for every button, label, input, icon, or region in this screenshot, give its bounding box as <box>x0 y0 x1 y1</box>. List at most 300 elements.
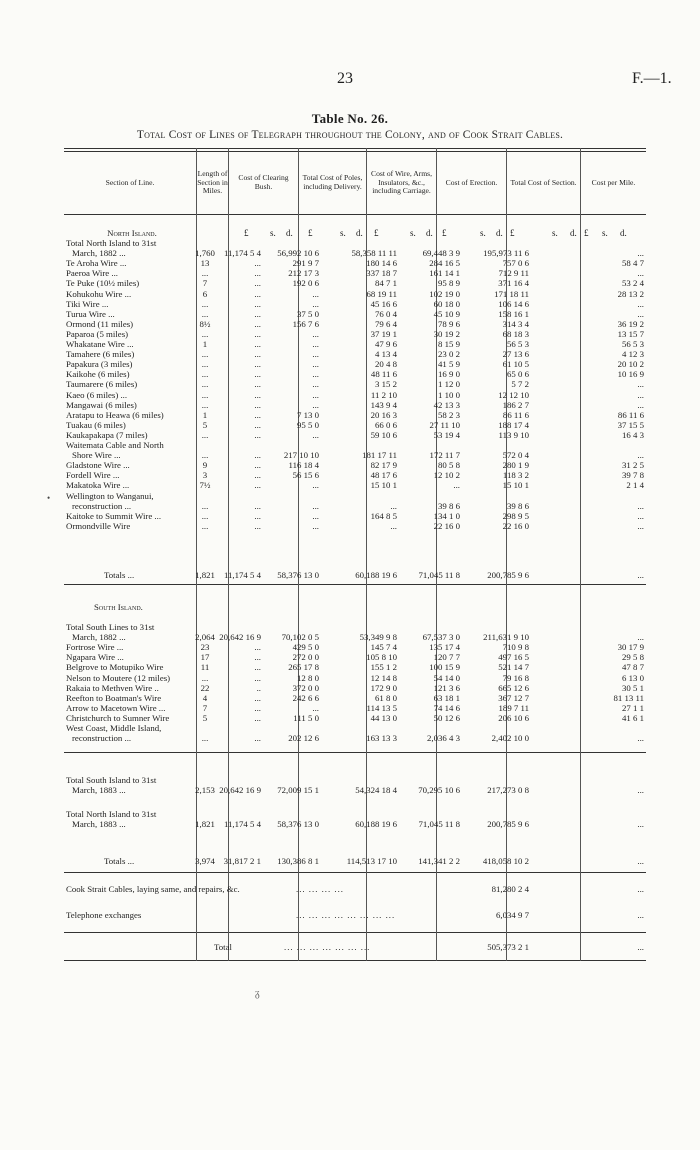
cost-per-mile: 53 2 4 <box>622 278 644 289</box>
total-cost-section: 79 16 8 <box>502 672 529 683</box>
cost-wire: 45 16 6 <box>370 298 397 309</box>
cost-poles: ... <box>312 369 319 380</box>
cost-wire: 20 16 3 <box>370 409 397 420</box>
cost-clearing-bush: ... <box>254 460 261 471</box>
total-cost-section: 106 14 6 <box>498 298 529 309</box>
length-miles: 5 <box>202 712 208 723</box>
line-name: Ngapara Wire ... <box>66 652 124 663</box>
cost-per-mile: 41 6 1 <box>622 712 644 723</box>
north-totals-row <box>64 570 646 580</box>
cost-wire: 60,188 19 6 <box>355 819 397 829</box>
total-cost-section: 5 7 2 <box>511 379 529 390</box>
total-cost-section: 113 9 10 <box>498 429 529 440</box>
cost-per-mile: ... <box>637 910 644 920</box>
currency-pound: £ <box>308 228 313 238</box>
cost-clearing-bush: ... <box>254 510 261 521</box>
summary-row <box>64 785 646 795</box>
table-subtitle: Total Cost of Lines of Telegraph throughout the Colony, and of Cook Strait Cables. <box>136 129 564 141</box>
cost-wire: 54,324 18 4 <box>355 785 397 795</box>
north-end-rule <box>64 584 646 585</box>
cost-clearing-bush: ... <box>254 480 261 491</box>
cook-strait-cables-row <box>64 884 646 894</box>
header-length-miles: Length of Section in Miles. <box>197 169 228 196</box>
cost-erection: 8 15 9 <box>438 339 460 349</box>
cost-poles: ... <box>312 510 319 521</box>
north-row <box>64 410 646 420</box>
length-miles: 1,821 <box>195 570 215 580</box>
cost-wire: 53,349 9 8 <box>359 632 397 643</box>
cost-erection: 80 5 8 <box>438 460 460 471</box>
total-cost-section: 665 12 6 <box>498 682 529 693</box>
cost-per-mile: ... <box>637 389 644 400</box>
cost-wire: 12 14 8 <box>370 672 397 683</box>
telephone-exchanges-row <box>64 910 646 920</box>
length-miles: 11 <box>200 662 210 673</box>
line-name: Total North Island to 31st <box>66 238 157 248</box>
cost-clearing-bush: ... <box>254 702 261 713</box>
cost-clearing-bush: 11,174 5 4 <box>223 570 261 580</box>
line-name: Nelson to Moutere (12 miles) <box>66 672 171 683</box>
cost-poles: 192 0 6 <box>292 278 319 289</box>
cost-clearing-bush: ... <box>254 308 261 319</box>
summary-row <box>64 775 646 785</box>
north-row <box>64 299 646 309</box>
cost-per-mile <box>542 238 644 248</box>
cost-poles: 58,376 13 0 <box>277 819 319 829</box>
length-miles: 23 <box>200 642 210 653</box>
line-name: Ormondville Wire <box>66 520 131 531</box>
cost-clearing-bush: ... <box>254 692 261 703</box>
cost-per-mile: ... <box>637 819 644 829</box>
cost-erection: 1 12 0 <box>438 379 460 390</box>
table-top-rule <box>64 148 646 149</box>
north-row <box>64 349 646 359</box>
cost-per-mile <box>542 809 644 819</box>
north-row <box>64 258 646 268</box>
cost-per-mile: 36 19 2 <box>617 318 644 329</box>
cost-per-mile: 29 5 8 <box>622 652 644 663</box>
cost-wire: 172 9 0 <box>370 682 397 693</box>
line-name: Shore Wire ... <box>72 450 121 461</box>
length-miles: ... <box>201 298 209 309</box>
cost-erection: 95 8 9 <box>438 278 460 289</box>
length-miles: ... <box>201 733 209 744</box>
currency-shilling: s. <box>340 228 346 238</box>
cost-per-mile: 2 1 4 <box>626 480 644 491</box>
cost-poles: ... <box>312 339 319 349</box>
north-row <box>64 390 646 400</box>
line-name: Kohukohu Wire ... <box>66 288 132 299</box>
total-cost-section: 27 13 6 <box>502 349 529 360</box>
cost-per-mile: 20 10 2 <box>617 359 644 370</box>
total-cost-section: 712 9 11 <box>498 268 529 279</box>
cost-clearing-bush: ... <box>254 642 261 653</box>
total-cost-section: 6,034 9 7 <box>496 910 529 920</box>
line-name: Kaikohe (6 miles) <box>66 369 130 380</box>
length-miles: 1 <box>202 339 208 349</box>
cost-erection: 100 15 9 <box>429 662 460 673</box>
north-row <box>64 268 646 278</box>
item-name: Total <box>214 942 232 952</box>
cost-per-mile <box>542 440 644 450</box>
cost-poles: ... <box>312 429 319 440</box>
cost-clearing-bush: ... <box>254 328 261 339</box>
line-name: Kaeo (6 miles) ... <box>66 389 128 400</box>
total-cost-section: 68 18 3 <box>502 328 529 339</box>
total-cost-section: 195,973 11 6 <box>483 248 529 259</box>
total-cost-section: 188 17 4 <box>498 419 529 430</box>
north-row <box>64 460 646 470</box>
currency-pound: £ <box>442 228 447 238</box>
cost-wire: 58,358 11 11 <box>351 248 397 259</box>
south-row <box>64 723 646 733</box>
cost-erection: 50 12 6 <box>433 712 460 723</box>
summary-row <box>64 819 646 829</box>
cost-per-mile: 30 5 1 <box>622 682 644 693</box>
total-cost-section: 418,058 10 2 <box>482 856 529 866</box>
length-miles: 2,153 <box>195 785 215 795</box>
length-miles: 2,064 <box>195 632 215 643</box>
line-name: March, 1882 ... <box>72 632 126 643</box>
cost-wire: 105 8 10 <box>366 652 397 663</box>
cost-per-mile: ... <box>637 379 644 390</box>
line-name: Kaukapakapa (7 miles) <box>66 429 148 440</box>
line-name: Aratapu to Heawa (6 miles) <box>66 409 164 420</box>
line-name: Mangawai (6 miles) <box>66 399 137 410</box>
cost-erection: 71,045 11 8 <box>418 819 460 829</box>
cost-clearing-bush: ... <box>254 278 261 289</box>
cost-clearing-bush: 11,174 5 4 <box>223 819 261 829</box>
north-row <box>64 319 646 329</box>
south-row <box>64 622 646 632</box>
cost-erection: 121 3 6 <box>433 682 460 693</box>
cost-erection: 69,448 3 9 <box>422 248 460 259</box>
cost-clearing-bush: ... <box>254 470 261 481</box>
north-row <box>64 339 646 349</box>
total-cost-section: 81,280 2 4 <box>491 884 529 894</box>
cost-erection: 102 19 0 <box>429 288 460 299</box>
line-name: Tamahere (6 miles) <box>66 349 135 360</box>
north-island-heading-text: North Island. <box>107 228 157 238</box>
footer-mark: ᵹ <box>255 988 260 999</box>
cost-poles: ... <box>312 480 319 491</box>
south-row <box>64 673 646 683</box>
cost-per-mile: 16 4 3 <box>622 429 644 440</box>
total-cost-section: 521 14 7 <box>498 662 529 673</box>
cost-clearing-bush: ... <box>254 652 261 663</box>
cost-poles: 242 6 6 <box>292 692 319 703</box>
cost-poles: 212 17 3 <box>288 268 319 279</box>
length-miles: 7 <box>202 702 208 713</box>
cost-poles: 156 7 6 <box>292 318 319 329</box>
cost-clearing-bush: 20,642 16 9 <box>219 785 261 795</box>
cost-wire: 181 17 11 <box>362 450 397 461</box>
cost-erection: 134 1 0 <box>433 510 460 521</box>
line-name: Tiki Wire ... <box>66 298 109 309</box>
length-miles: ... <box>201 268 209 279</box>
currency-pound: £ <box>510 228 515 238</box>
cost-erection: 161 14 1 <box>429 268 460 279</box>
cost-erection: 60 18 0 <box>433 298 460 309</box>
cost-poles: 202 12 6 <box>288 733 319 744</box>
cost-clearing-bush: ... <box>254 450 261 461</box>
length-miles: 13 <box>200 258 210 269</box>
line-name: Fortrose Wire ... <box>66 642 124 653</box>
cost-erection: 58 2 3 <box>438 409 460 420</box>
total-cost-section <box>426 622 529 632</box>
length-miles: 6 <box>202 288 208 299</box>
cost-poles: 37 5 0 <box>297 308 319 319</box>
line-name: reconstruction ... <box>72 733 132 744</box>
cost-wire: 15 10 1 <box>370 480 397 491</box>
line-name: Taumarere (6 miles) <box>66 379 138 390</box>
line-name: Turua Wire ... <box>66 308 115 319</box>
total-cost-section: 200,785 9 6 <box>487 819 529 829</box>
total-cost-section: 39 8 6 <box>507 500 529 511</box>
length-miles: 1,760 <box>195 248 215 259</box>
line-name: Papakura (3 miles) <box>66 359 133 370</box>
cost-erection: 53 19 4 <box>433 429 460 440</box>
length-miles: 4 <box>202 692 208 703</box>
length-miles: ... <box>201 500 209 511</box>
item-name: Cook Strait Cables, laying same, and repairs, &c. <box>66 884 240 894</box>
north-row <box>64 278 646 288</box>
length-miles: ... <box>201 369 209 380</box>
line-name: Rakaia to Methven Wire .. <box>66 682 159 693</box>
length-miles: ... <box>201 379 209 390</box>
line-name: Total South Lines to 31st <box>66 622 155 632</box>
cost-clearing-bush: ... <box>254 672 261 683</box>
length-miles: ... <box>201 349 209 360</box>
cost-wire: 48 11 6 <box>370 369 397 380</box>
cost-wire: 180 14 6 <box>366 258 397 269</box>
cost-wire: 61 8 0 <box>375 692 397 703</box>
cost-per-mile: 37 15 5 <box>617 419 644 430</box>
cost-wire: 163 13 3 <box>366 733 397 744</box>
cost-per-mile: 31 2 5 <box>622 460 644 471</box>
north-row <box>64 491 646 501</box>
cost-per-mile: ... <box>637 450 644 461</box>
north-row <box>64 430 646 440</box>
table-top-rule-inner <box>64 151 646 152</box>
cost-poles: ... <box>312 359 319 370</box>
length-miles: ... <box>201 359 209 370</box>
length-miles: 8½ <box>199 318 211 329</box>
cost-erection: 12 10 2 <box>433 470 460 481</box>
cost-per-mile: 56 5 3 <box>622 339 644 349</box>
total-cost-section: 158 16 1 <box>498 308 529 319</box>
total-cost-section <box>426 491 529 501</box>
cost-clearing-bush: ... <box>254 268 261 279</box>
north-row <box>64 329 646 339</box>
north-row <box>64 379 646 389</box>
south-island-heading <box>94 602 194 612</box>
cost-wire: 114,513 17 10 <box>346 856 397 866</box>
cost-poles: 72,009 15 1 <box>277 785 319 795</box>
length-miles: 1,821 <box>195 819 215 829</box>
grand-totals-row <box>64 856 646 866</box>
cost-per-mile: 13 15 7 <box>617 328 644 339</box>
cost-per-mile: 4 12 3 <box>622 349 644 360</box>
length-miles: ... <box>201 429 209 440</box>
cost-poles: 116 18 4 <box>288 460 319 471</box>
cost-wire: 44 13 0 <box>370 712 397 723</box>
summary-row <box>64 809 646 819</box>
cost-wire: 68 19 11 <box>366 288 397 299</box>
document-reference: F.—1. <box>632 70 672 87</box>
page-number: 23 <box>337 70 353 87</box>
north-row <box>64 501 646 511</box>
south-row <box>64 693 646 703</box>
cost-per-mile: ... <box>637 733 644 744</box>
cost-poles: 429 5 0 <box>292 642 319 653</box>
length-miles: 7½ <box>199 480 211 491</box>
final-total-row <box>64 942 646 952</box>
margin-bullet: • <box>47 493 51 503</box>
line-name: Te Aroha Wire ... <box>66 258 127 269</box>
cost-clearing-bush: ... <box>254 429 261 440</box>
length-miles: ... <box>201 308 209 319</box>
cost-wire: 4 13 4 <box>375 349 397 360</box>
north-row <box>64 480 646 490</box>
cost-clearing-bush: ... <box>254 520 261 531</box>
total-cost-section <box>426 723 529 733</box>
north-row <box>64 450 646 460</box>
cost-per-mile: ... <box>637 570 644 580</box>
north-row <box>64 369 646 379</box>
line-name: Christchurch to Sumner Wire <box>66 712 170 723</box>
total-cost-section: 186 2 7 <box>502 399 529 410</box>
north-row <box>64 521 646 531</box>
cost-poles: 291 9 7 <box>292 258 319 269</box>
cost-wire: 47 9 6 <box>375 339 397 349</box>
cost-per-mile: ... <box>637 520 644 531</box>
cost-poles: ... <box>312 288 319 299</box>
cost-per-mile: 6 13 0 <box>622 672 644 683</box>
cost-per-mile: ... <box>637 308 644 319</box>
cost-wire: ... <box>390 520 397 531</box>
line-name: Kaitoke to Summit Wire ... <box>66 510 162 521</box>
cost-per-mile: 10 16 9 <box>617 369 644 380</box>
south-heading-row <box>64 602 646 612</box>
total-cost-section: 200,785 9 6 <box>487 570 529 580</box>
header-poles: Total Cost of Poles, including Delivery. <box>302 173 363 191</box>
line-name: Paeroa Wire ... <box>66 268 118 279</box>
cost-erection: 16 9 0 <box>438 369 460 380</box>
cost-per-mile: ... <box>637 268 644 279</box>
header-rule <box>64 214 646 215</box>
cost-erection: 41 5 9 <box>438 359 460 370</box>
currency-pence: d. <box>620 228 627 238</box>
currency-shilling: s. <box>410 228 416 238</box>
header-erection: Cost of Erection. <box>445 177 498 187</box>
cost-poles: ... <box>312 298 319 309</box>
cost-erection: 135 17 4 <box>429 642 460 653</box>
header-section-of-line: Section of Line. <box>105 177 155 187</box>
cost-poles: 7 13 0 <box>297 409 319 420</box>
leader-dots: ... ... ... ... <box>296 884 344 894</box>
cost-wire: 66 0 6 <box>375 419 397 430</box>
cost-per-mile: ... <box>637 632 644 643</box>
length-miles: 22 <box>200 682 210 693</box>
total-cost-section: 757 0 6 <box>502 258 529 269</box>
currency-pence: d. <box>356 228 363 238</box>
cost-per-mile: 58 4 7 <box>622 258 644 269</box>
south-end-rule <box>64 752 646 753</box>
cost-erection: 1 10 0 <box>438 389 460 400</box>
currency-shilling: s. <box>480 228 486 238</box>
total-cost-section: 56 5 3 <box>507 339 529 349</box>
cost-wire: 84 7 1 <box>375 278 397 289</box>
cost-clearing-bush: ... <box>254 399 261 410</box>
line-name: Whakatane Wire ... <box>66 339 134 349</box>
line-name: Totals ... <box>104 570 135 580</box>
cost-poles: 265 17 8 <box>288 662 319 673</box>
final-total-rule-top <box>64 932 646 933</box>
cost-erection: 45 10 9 <box>433 308 460 319</box>
cost-per-mile: 86 11 6 <box>617 409 644 420</box>
cost-clearing-bush: ... <box>254 369 261 380</box>
cost-poles: ... <box>312 500 319 511</box>
total-cost-section: 572 0 4 <box>502 450 529 461</box>
total-cost-section: 22 16 0 <box>502 520 529 531</box>
length-miles: 17 <box>200 652 210 663</box>
cost-wire: 59 10 6 <box>370 429 397 440</box>
cost-erection: 71,045 11 8 <box>418 570 460 580</box>
line-name: Total South Island to 31st <box>66 775 157 785</box>
cost-erection: 42 13 3 <box>433 399 460 410</box>
total-cost-section: 314 3 4 <box>502 318 529 329</box>
cost-wire: 164 8 5 <box>370 510 397 521</box>
south-row <box>64 703 646 713</box>
cost-erection: 22 16 0 <box>433 520 460 531</box>
cost-clearing-bush: ... <box>254 712 261 723</box>
currency-pence: d. <box>570 228 577 238</box>
cost-per-mile: ... <box>637 785 644 795</box>
cost-erection: 141,341 2 2 <box>418 856 460 866</box>
line-name: Tuakau (6 miles) <box>66 419 126 430</box>
cost-clearing-bush: ... <box>254 349 261 360</box>
total-cost-section: 61 10 5 <box>502 359 529 370</box>
length-miles: ... <box>201 328 209 339</box>
cost-clearing-bush: ... <box>254 419 261 430</box>
header-total-section: Total Cost of Section. <box>510 177 577 187</box>
cost-clearing-bush: 31,817 2 1 <box>223 856 261 866</box>
header-wire: Cost of Wire, Arms, Insulators, &c., including Carriage. <box>371 169 432 196</box>
total-cost-section: 189 7 11 <box>498 702 529 713</box>
cost-clearing-bush: 11,174 5 4 <box>223 248 261 259</box>
cost-erection: 74 14 6 <box>433 702 460 713</box>
cost-wire: 76 0 4 <box>375 308 397 319</box>
total-cost-section: 211,631 9 10 <box>483 632 529 643</box>
cost-per-mile: 39 7 8 <box>622 470 644 481</box>
cost-wire: 82 17 9 <box>370 460 397 471</box>
total-cost-section: 206 10 6 <box>498 712 529 723</box>
cost-poles: 58,376 13 0 <box>277 570 319 580</box>
length-miles: ... <box>201 520 209 531</box>
cost-poles: 12 8 0 <box>297 672 319 683</box>
north-row <box>64 238 646 248</box>
currency-pound: £ <box>244 228 249 238</box>
total-cost-section: 86 11 6 <box>502 409 529 420</box>
cost-per-mile: ... <box>637 510 644 521</box>
currency-pence: d. <box>496 228 503 238</box>
cost-wire: 145 7 4 <box>370 642 397 653</box>
cost-per-mile <box>542 622 644 632</box>
header-cost-per-mile: Cost per Mile. <box>591 177 636 187</box>
cost-wire: 48 17 6 <box>370 470 397 481</box>
south-row <box>64 683 646 693</box>
